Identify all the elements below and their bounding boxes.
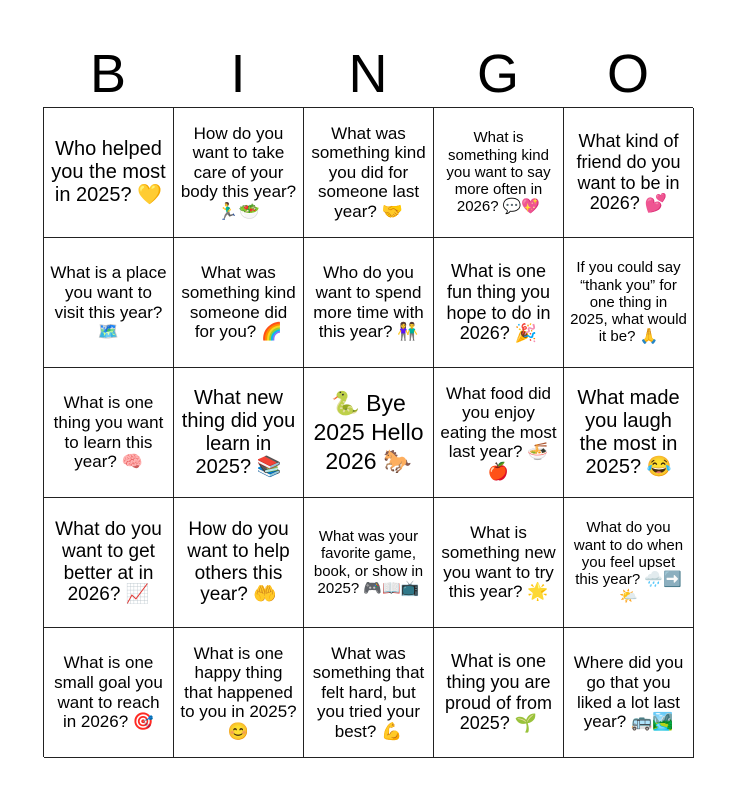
cell-text: What is one thing you want to learn this year? 🧠 <box>53 393 164 472</box>
cell-text: What is one thing you are proud of from 2025? 🌱 <box>444 651 553 734</box>
cell-text: What made you laugh the most in 2025? 😂 <box>577 386 680 478</box>
bingo-cell-r2c3[interactable] <box>304 238 434 368</box>
bingo-cell-r3c1[interactable] <box>44 368 174 498</box>
bingo-cell-r4c1[interactable] <box>44 498 174 628</box>
bingo-cell-r5c5[interactable] <box>564 628 694 758</box>
cell-text: What kind of friend do you want to be in 2026? 💕 <box>576 131 681 214</box>
cell-text: What is something kind you want to say more often in 2026? 💬💖 <box>446 129 551 216</box>
cell-text: What is a place you want to visit this year? 🗺️ <box>50 263 167 342</box>
header-letter-g: G <box>476 44 519 104</box>
bingo-cell-r4c2[interactable] <box>174 498 304 628</box>
bingo-cell-r2c1[interactable] <box>44 238 174 368</box>
cell-text: Who do you want to spend more time with this year? 👫 <box>313 263 424 342</box>
bingo-cell-r1c5[interactable] <box>564 108 694 238</box>
bingo-cell-r3c2[interactable] <box>174 368 304 498</box>
cell-text: What new thing did you learn in 2025? 📚 <box>181 386 296 478</box>
cell-text: What do you want to do when you feel upset this year? 🌧️➡️🌤️ <box>573 519 684 606</box>
cell-text: What is one happy thing that happened to you in 2025? 😊 <box>180 643 297 741</box>
bingo-cell-r4c3[interactable] <box>304 498 434 628</box>
bingo-grid <box>43 107 693 757</box>
cell-text: How do you want to help others this year? 🤲 <box>187 518 290 606</box>
bingo-cell-r1c2[interactable] <box>174 108 304 238</box>
cell-text: What do you want to get better at in 2026? 📈 <box>55 518 162 606</box>
header-letter-b: B <box>89 44 127 104</box>
cell-text: What was something kind you did for someone last year? 🤝 <box>311 123 426 221</box>
cell-text: If you could say “thank you” for one thing in 2025, what would it be? 🙏 <box>570 259 687 346</box>
free-space-text: 🐍 Bye 2025 Hello 2026 🐎 <box>313 390 424 474</box>
bingo-cell-r3c5[interactable] <box>564 368 694 498</box>
header-letter-i: I <box>230 44 246 104</box>
cell-text: What is one fun thing you hope to do in 2026? 🎉 <box>446 261 551 344</box>
bingo-cell-r1c3[interactable] <box>304 108 434 238</box>
cell-text: Who helped you the most in 2025? 💛 <box>51 138 166 206</box>
cell-text: What food did you enjoy eating the most last year? 🍜🍎 <box>440 383 557 481</box>
bingo-cell-r5c4[interactable] <box>434 628 564 758</box>
bingo-cell-r5c1[interactable] <box>44 628 174 758</box>
bingo-cell-r1c1[interactable] <box>44 108 174 238</box>
bingo-cell-r4c4[interactable] <box>434 498 564 628</box>
cell-text: What is something new you want to try this year? 🌟 <box>441 523 556 602</box>
bingo-cell-r5c2[interactable] <box>174 628 304 758</box>
bingo-header <box>43 42 693 106</box>
cell-text: How do you want to take care of your body this year? 🏃‍♂️🥗 <box>180 123 297 221</box>
bingo-cell-r4c5[interactable] <box>564 498 694 628</box>
header-letter-o: O <box>606 44 649 104</box>
cell-text: What was your favorite game, book, or show in 2025? 🎮📖📺 <box>313 528 424 597</box>
bingo-cell-r3c4[interactable] <box>434 368 564 498</box>
bingo-cell-r2c4[interactable] <box>434 238 564 368</box>
free-space-cell[interactable] <box>304 368 434 498</box>
bingo-cell-r1c4[interactable] <box>434 108 564 238</box>
cell-text: What is one small goal you want to reach in 2026? 🎯 <box>54 653 163 732</box>
bingo-cell-r2c2[interactable] <box>174 238 304 368</box>
cell-text: What was something kind someone did for you? 🌈 <box>181 263 296 342</box>
cell-text: Where did you go that you liked a lot last year? 🚌🏞️ <box>573 653 684 732</box>
cell-text: What was something that felt hard, but you tried your best? 💪 <box>312 643 425 741</box>
bingo-cell-r5c3[interactable] <box>304 628 434 758</box>
header-letter-n: N <box>348 44 388 104</box>
bingo-cell-r2c5[interactable] <box>564 238 694 368</box>
